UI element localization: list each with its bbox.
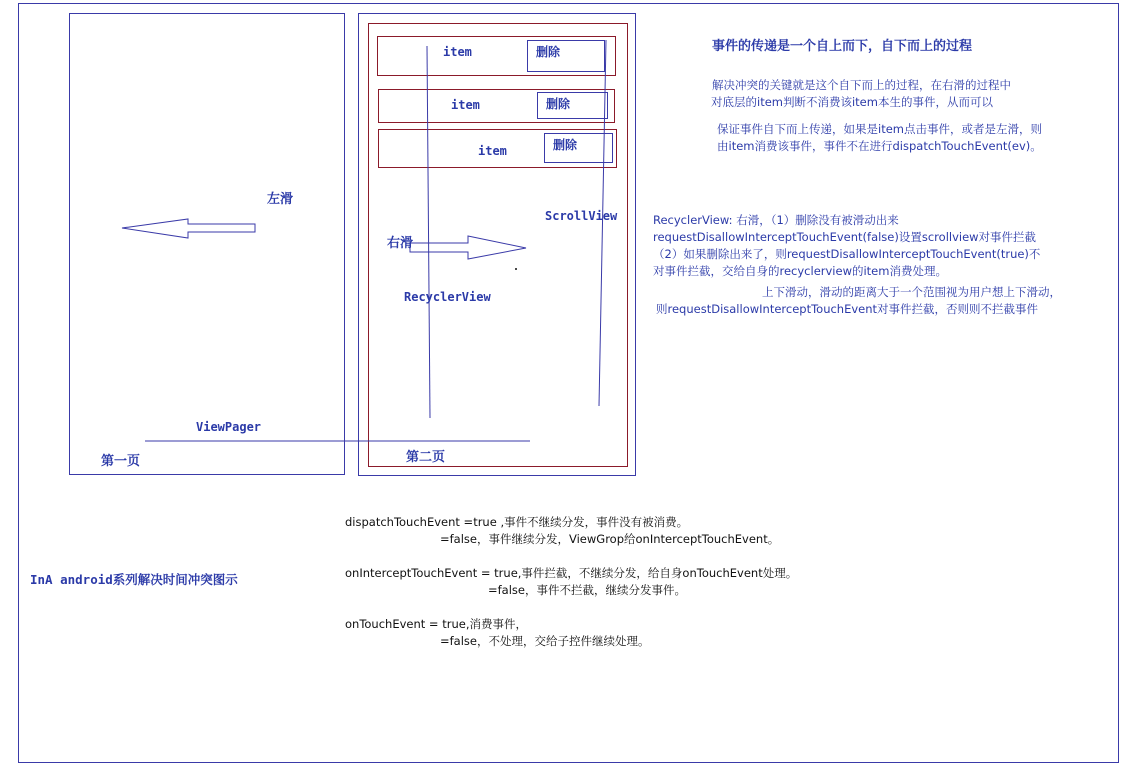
delete-button[interactable]: 删除 — [527, 40, 605, 72]
code-line: onInterceptTouchEvent = true,事件拦截，不继续分发，给自身onTouchEvent处理。 — [345, 566, 798, 580]
note-line: 则requestDisallowInterceptTouchEvent对事件拦截，否则则不拦截事件 — [656, 302, 1039, 316]
right-swipe-label: 右滑 — [387, 236, 414, 251]
note-line: requestDisallowInterceptTouchEvent(false)设置scrollview对事件拦截 — [653, 230, 1037, 244]
note-line: 对底层的item判断不消费该item本生的事件，从而可以 — [711, 95, 993, 109]
note-line: 上下滑动，滑动的距离大于一个范围视为用户想上下滑动， — [762, 285, 1061, 299]
left-arrow-icon — [122, 219, 255, 238]
vertical-drag-line — [427, 46, 430, 418]
recyclerview-label: RecyclerView — [404, 290, 491, 304]
note-line: （2）如果删除出来了，则requestDisallowInterceptTouchEvent(true)不 — [653, 247, 1041, 261]
note-line: 由item消费该事件，事件不在进行dispatchTouchEvent(ev)。 — [717, 139, 1042, 153]
delete-button[interactable]: 删除 — [537, 92, 608, 119]
code-line: =false，事件继续分发，ViewGrop给onInterceptTouchEvent。 — [440, 532, 780, 546]
page-two-label: 第二页 — [406, 450, 446, 465]
item-label: item — [451, 98, 480, 112]
delete-button[interactable]: 删除 — [544, 133, 613, 163]
item-label: item — [478, 144, 507, 158]
item-label: item — [443, 45, 472, 59]
viewpager-label: ViewPager — [196, 420, 262, 434]
note-line: 对事件拦截，交给自身的recyclerview的item消费处理。 — [653, 264, 947, 278]
code-line: dispatchTouchEvent =true ,事件不继续分发，事件没有被消费。 — [345, 515, 689, 529]
note-line: 解决冲突的关键就是这个自下而上的过程，在右滑的过程中 — [712, 78, 1011, 92]
scrollview-line — [599, 40, 606, 406]
code-line: =false，事件不拦截，继续分发事件。 — [488, 583, 686, 597]
notes-heading: 事件的传递是一个自上而下，自下而上的过程 — [712, 39, 973, 54]
dot-marker — [515, 268, 517, 270]
right-arrow-icon — [410, 236, 526, 259]
left-swipe-label: 左滑 — [267, 192, 294, 207]
code-line: =false，不处理，交给子控件继续处理。 — [440, 634, 650, 648]
note-line: RecyclerView: 右滑，（1）删除没有被滑动出来 — [653, 213, 899, 227]
note-line: 保证事件自下而上传递，如果是item点击事件，或者是左滑，则 — [717, 122, 1042, 136]
footer-caption: InA android系列解决时间冲突图示 — [30, 572, 238, 587]
code-line: onTouchEvent = true,消费事件， — [345, 617, 527, 631]
page-one-label: 第一页 — [101, 454, 141, 469]
scrollview-label: ScrollView — [545, 209, 618, 223]
